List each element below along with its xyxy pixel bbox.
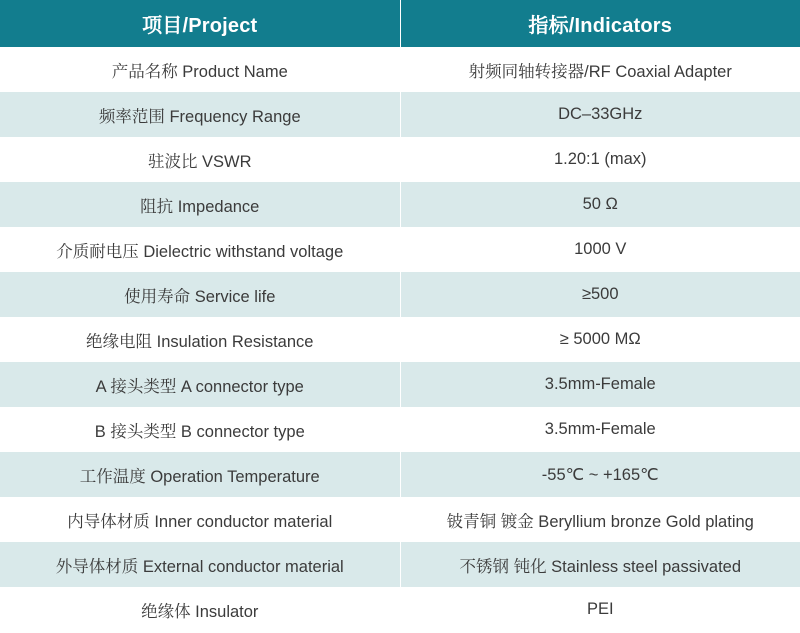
cell-indicator: 3.5mm-Female bbox=[400, 362, 800, 407]
cell-indicator: DC–33GHz bbox=[400, 92, 800, 137]
cell-indicator: 50 Ω bbox=[400, 182, 800, 227]
cell-project: 工作温度 Operation Temperature bbox=[0, 452, 400, 497]
table-row bbox=[0, 317, 800, 362]
cell-project: 产品名称 Product Name bbox=[0, 47, 400, 92]
table-row bbox=[0, 272, 800, 317]
table-row bbox=[0, 587, 800, 632]
cell-indicator: 铍青铜 镀金 Beryllium bronze Gold plating bbox=[400, 497, 800, 542]
table-row bbox=[0, 362, 800, 407]
cell-indicator: 不锈钢 钝化 Stainless steel passivated bbox=[400, 542, 800, 587]
cell-indicator: 3.5mm-Female bbox=[400, 407, 800, 452]
cell-project: 绝缘体 Insulator bbox=[0, 587, 400, 632]
table-row bbox=[0, 227, 800, 272]
cell-indicator: ≥500 bbox=[400, 272, 800, 317]
table-row bbox=[0, 137, 800, 182]
table-row bbox=[0, 407, 800, 452]
cell-project: 外导体材质 External conductor material bbox=[0, 542, 400, 587]
table-row bbox=[0, 47, 800, 92]
cell-project: B 接头类型 B connector type bbox=[0, 407, 400, 452]
column-header-project: 项目/Project bbox=[0, 0, 400, 47]
cell-project: 驻波比 VSWR bbox=[0, 137, 400, 182]
table-row bbox=[0, 542, 800, 587]
cell-project: 使用寿命 Service life bbox=[0, 272, 400, 317]
table-row bbox=[0, 497, 800, 542]
cell-indicator: 射频同轴转接器/RF Coaxial Adapter bbox=[400, 47, 800, 92]
cell-project: 内导体材质 Inner conductor material bbox=[0, 497, 400, 542]
column-header-indicators: 指标/Indicators bbox=[400, 0, 800, 47]
table-row bbox=[0, 452, 800, 497]
table-row bbox=[0, 92, 800, 137]
table-header-row bbox=[0, 0, 800, 47]
cell-project: 介质耐电压 Dielectric withstand voltage bbox=[0, 227, 400, 272]
cell-indicator: -55℃ ~ +165℃ bbox=[400, 452, 800, 497]
cell-project: 绝缘电阻 Insulation Resistance bbox=[0, 317, 400, 362]
cell-project: 阻抗 Impedance bbox=[0, 182, 400, 227]
cell-project: 频率范围 Frequency Range bbox=[0, 92, 400, 137]
cell-project: A 接头类型 A connector type bbox=[0, 362, 400, 407]
table-header bbox=[0, 0, 800, 47]
table-row bbox=[0, 182, 800, 227]
cell-indicator: 1.20:1 (max) bbox=[400, 137, 800, 182]
cell-indicator: 1000 V bbox=[400, 227, 800, 272]
table-body bbox=[0, 47, 800, 632]
cell-indicator: PEI bbox=[400, 587, 800, 632]
cell-indicator: ≥ 5000 MΩ bbox=[400, 317, 800, 362]
